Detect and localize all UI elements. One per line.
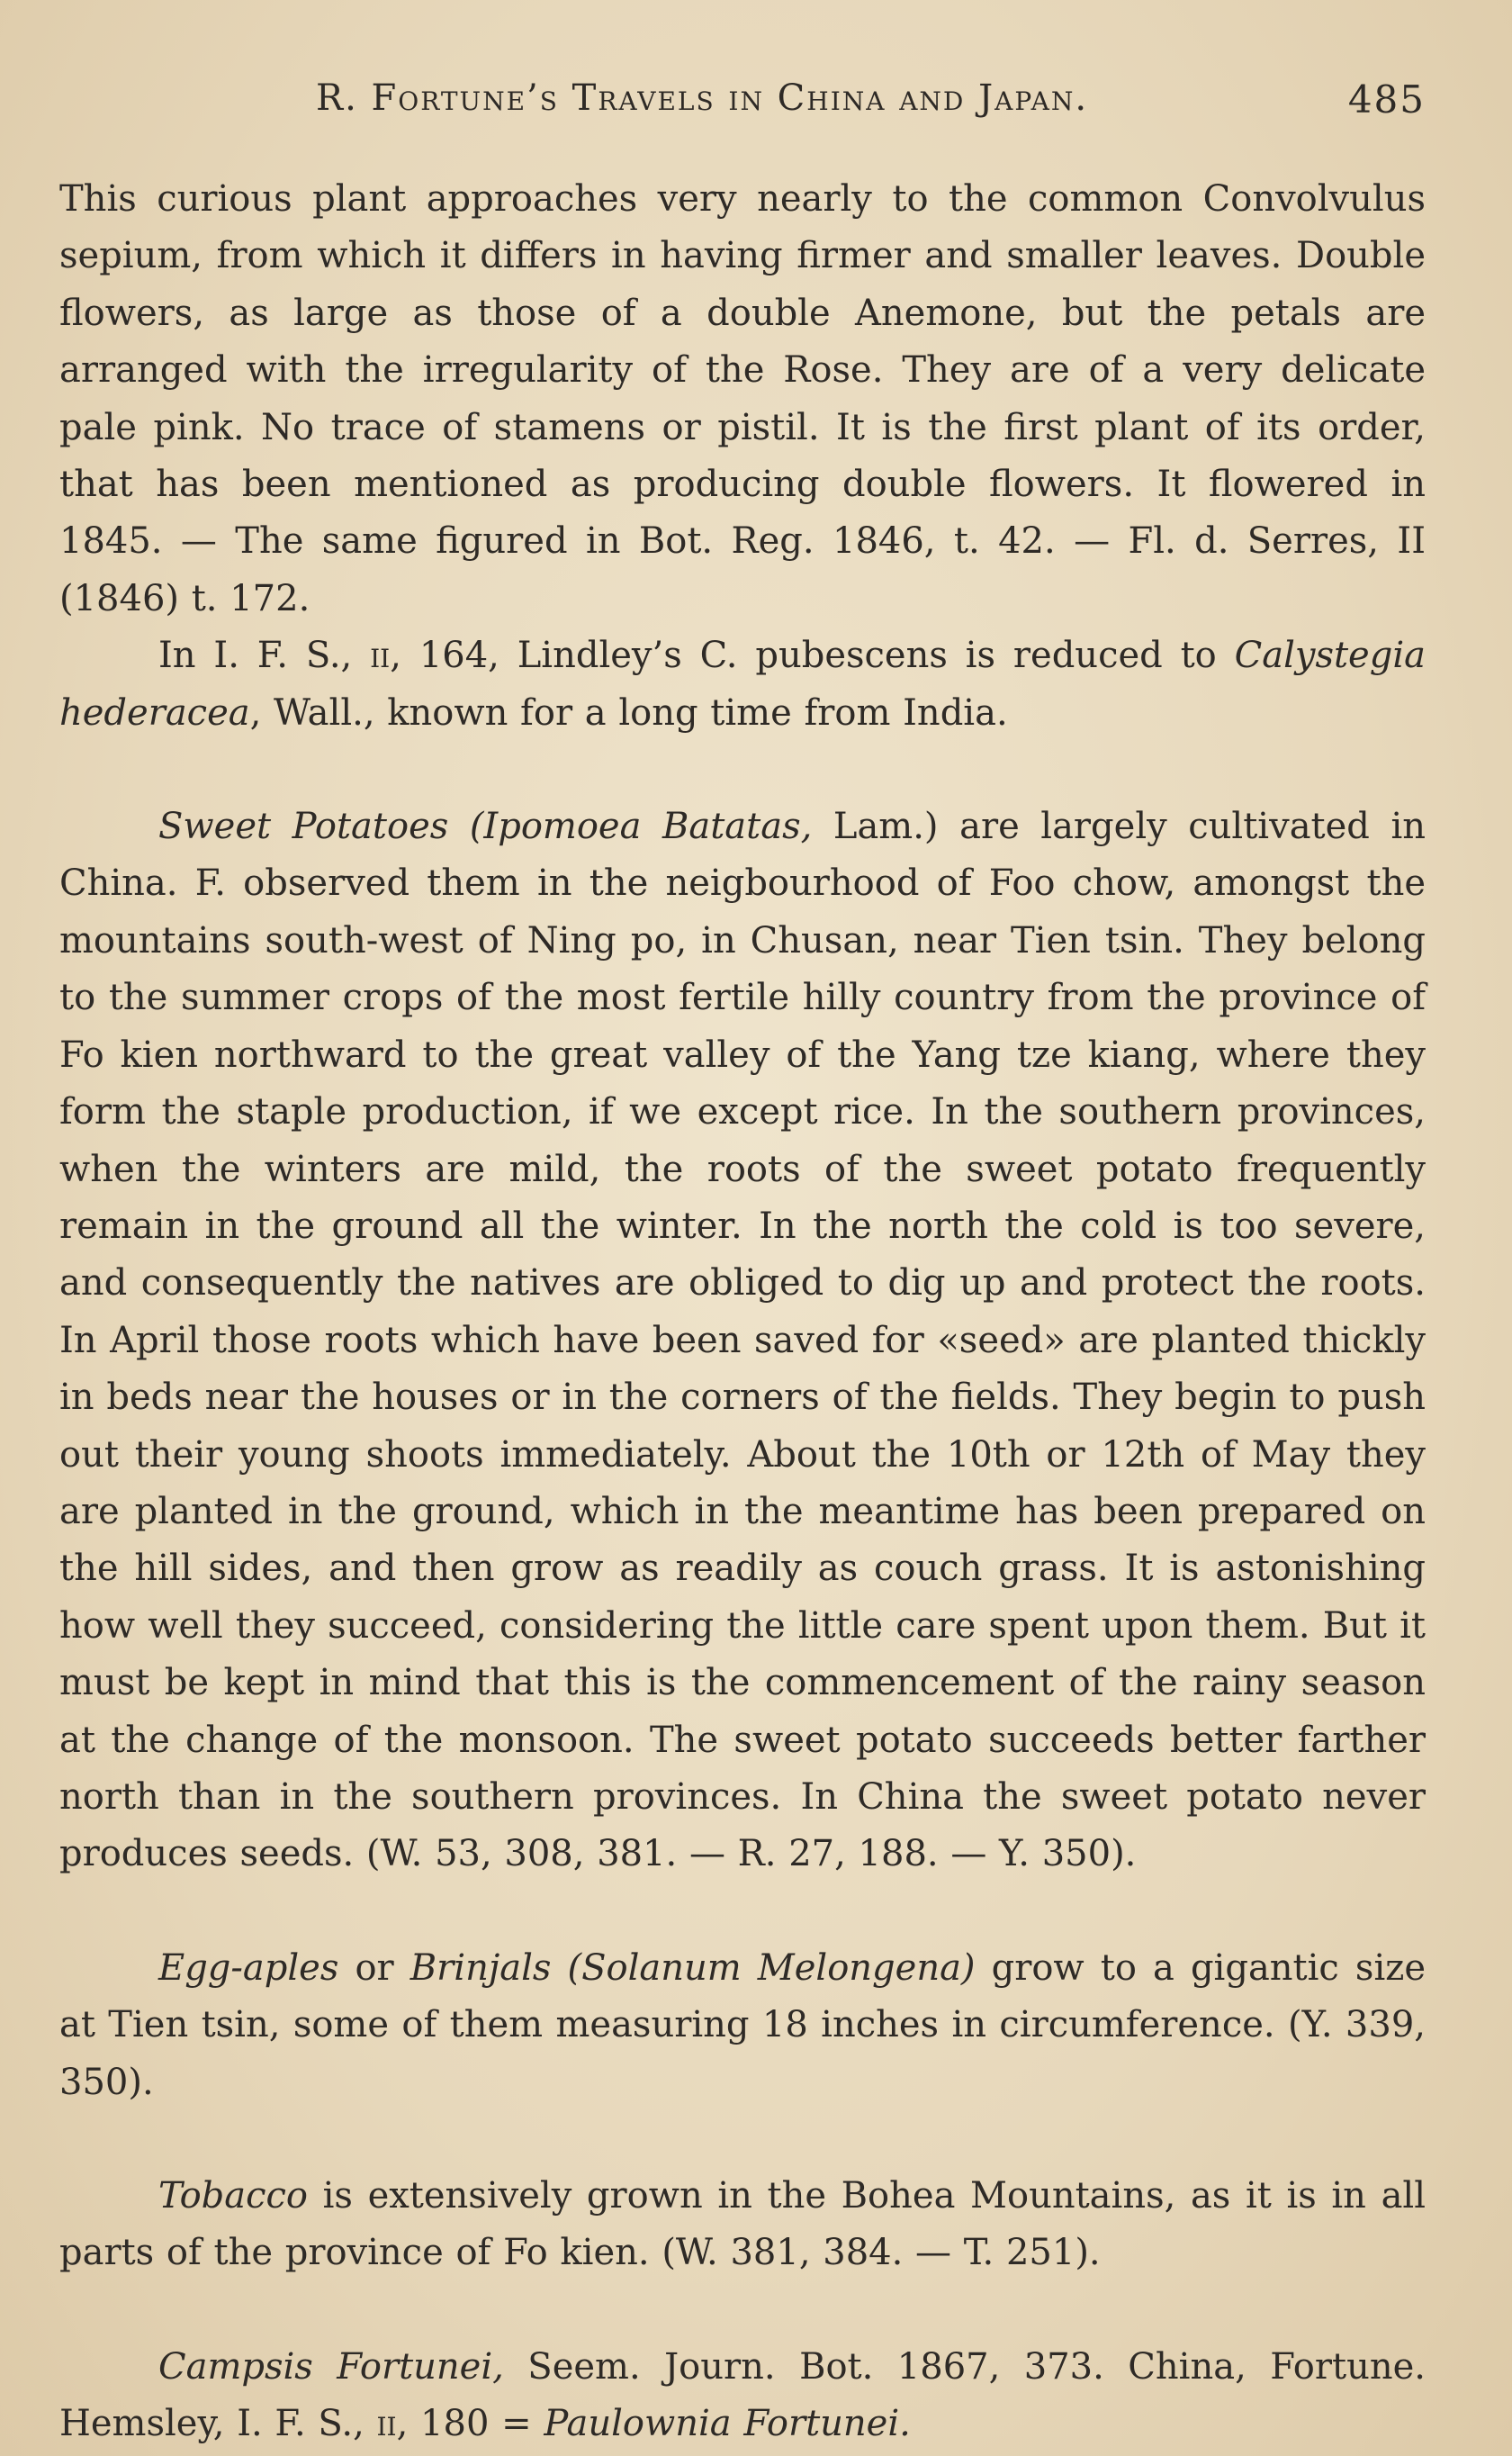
- page-body: [59, 171, 1426, 2453]
- text-segment: is extensively grown in the Bohea Mountains, as it is in all parts of the province of Fo kien. (W. 381, 384. — T. 251).: [59, 2175, 1426, 2274]
- text-segment: , 164, Lindley’s C. pubescens is reduced to: [390, 635, 1235, 677]
- text-segment: , Wall., known for a long time from India.: [249, 691, 1008, 734]
- text-segment: , 180 =: [396, 2403, 544, 2445]
- species-name: Calystegia hederacea: [59, 635, 1426, 734]
- species-name: Paulownia Fortunei.: [544, 2403, 911, 2445]
- text-segment: grow to a gigantic size at Tien tsin, some of them measuring 18 inches in circumference. (Y. 339, 350).: [59, 1946, 1426, 2103]
- paragraph-convolvulus: This curious plant approaches very nearly to the common Convolvulus sepium, from which it differs in having firmer and smaller leaves. Double flowers, as large as those of a double Anemone, but the petals are arranged with the irregularity of the Rose. They are of a very delicate pale pink. No trace of stamens or pistil. It is the first plant of its order, that has been mentioned as producing double flowers. It flowered in 1845. — The same figured in Bot. Reg. 1846, t. 42. — Fl. d. Serres, II (1846) t. 172.: [59, 178, 1426, 619]
- species-name: Tobacco: [158, 2175, 308, 2217]
- paragraph-calystegia: [59, 628, 1426, 742]
- text-segment: or: [338, 1946, 410, 1989]
- paragraph-tobacco: [59, 2168, 1426, 2282]
- paragraph-sweet-potatoes: [59, 799, 1426, 1883]
- species-name: Brinjals (Solanum Melongena): [410, 1946, 976, 1989]
- running-head: R. Fortune’s Travels in China and Japan.: [316, 77, 1089, 119]
- volume-numeral: ii: [370, 635, 391, 677]
- paragraph-campsis: [59, 2339, 1426, 2453]
- page-number: 485: [1347, 77, 1426, 122]
- species-name: Sweet Potatoes (Ipomoea Batatas,: [158, 806, 813, 848]
- species-name: Egg-aples: [158, 1946, 339, 1989]
- text-segment: In I. F. S.,: [158, 635, 371, 677]
- text-segment: Seem. Journ. Bot. 1867, 373. China, Fortune. Hemsley, I. F. S.,: [59, 2345, 1426, 2445]
- species-name: Campsis Fortunei,: [158, 2345, 504, 2388]
- text-segment: Lam.) are largely cultivated in China. F. observed them in the neigbourhood of Foo chow, amongst the mountains south-west of Ning po, in Chusan, near Tien tsin. They belong to the summer crops of the most fertile hilly country from the province of Fo kien northward to the great valley of the Yang tze kiang, where they form the staple production, if we except rice. In the southern provinces, when the winters are mild, the roots of the sweet potato frequently remain in the ground all the winter. In the north the cold is too severe, and consequently the natives are obliged to dig up and protect the roots. In April those roots which have been saved for «seed» are planted thickly in beds near the houses or in the corners of the fields. They begin to push out their young shoots immediately. About the 10th or 12th of May they are planted in the ground, which in the meantime has been prepared on the hill sides, and then grow as readily as couch grass. It is astonishing how well they succeed, considering the little care spent upon them. But it must be kept in mind that this is the commencement of the rainy season at the change of the monsoon. The sweet potato succeeds better farther north than in the southern provinces. In China the sweet potato never produces seeds. (W. 53, 308, 381. — R. 27, 188. — Y. 350).: [59, 806, 1426, 1875]
- volume-numeral: ii: [376, 2403, 397, 2445]
- page-header: [59, 77, 1426, 131]
- paragraph-egg-plants: [59, 1940, 1426, 2111]
